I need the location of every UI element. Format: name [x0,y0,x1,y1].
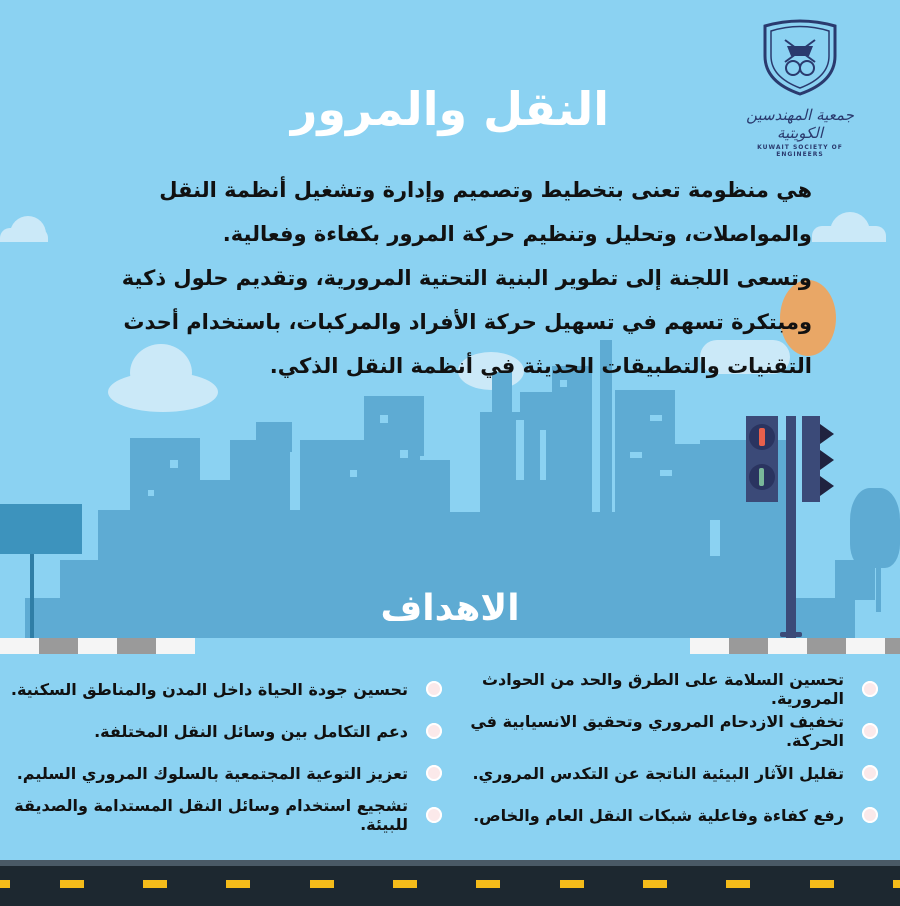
goal-item: دعم التكامل بين وسائل النقل المختلفة. [2,710,442,752]
goals-title: الاهداف [380,588,520,629]
sun-bullet-icon [426,765,442,781]
sun-bullet-icon [862,807,878,823]
sun-bullet-icon [426,723,442,739]
sidewalk-curb-left [0,638,195,654]
shield-icon [735,16,865,96]
goal-item: تقليل الآثار البيئية الناتجة عن التكدس المروري. [458,752,878,794]
cloud [812,226,886,242]
sun-bullet-icon [862,765,878,781]
sidewalk-curb-right [690,638,900,654]
sun-bullet-icon [426,681,442,697]
cloud [0,228,48,242]
goal-item: تشجيع استخدام وسائل النقل المستدامة والصديقة للبيئة. [2,794,442,836]
logo [735,16,865,158]
tree [850,488,900,568]
billboard [0,504,82,554]
logo-arabic: جمعية المهندسين الكويتية [746,106,854,142]
goals-list-left [2,668,442,836]
intro-text [72,168,812,388]
sun-bullet-icon [426,807,442,823]
intro-paragraph-1: هي منظومة تعنى بتخطيط وتصميم وإدارة وتشغيل أنظمة النقل والمواصلات، وتحليل وتنظيم حركة المرور بكفاءة وفعالية. [159,178,812,246]
goal-item: تخفيف الازدحام المروري وتحقيق الانسيابية في الحركة. [458,710,878,752]
sun-bullet-icon [862,723,878,739]
goal-item: تحسين السلامة على الطرق والحد من الحوادث المرورية. [458,668,878,710]
goals-list-right [458,668,878,836]
page-title: النقل والمرور [290,82,610,136]
billboard-pole [30,554,34,638]
intro-paragraph-2: وتسعى اللجنة إلى تطوير البنية التحتية المرورية، وتقديم حلول ذكية ومبتكرة تسهم في تسهيل حركة الأفراد والمركبات، باستخدام أحدث التقنيات والتطبيقات الحديثة في أنظمة النقل الذكي. [121,266,812,378]
logo-english: KUWAIT SOCIETY OF ENGINEERS [757,144,843,158]
goal-item: تحسين جودة الحياة داخل المدن والمناطق السكنية. [2,668,442,710]
tree-trunk [876,560,881,612]
sun-bullet-icon [862,681,878,697]
goal-item: تعزيز التوعية المجتمعية بالسلوك المروري السليم. [2,752,442,794]
road [0,860,900,906]
goal-item: رفع كفاءة وفاعلية شبكات النقل العام والخاص. [458,794,878,836]
